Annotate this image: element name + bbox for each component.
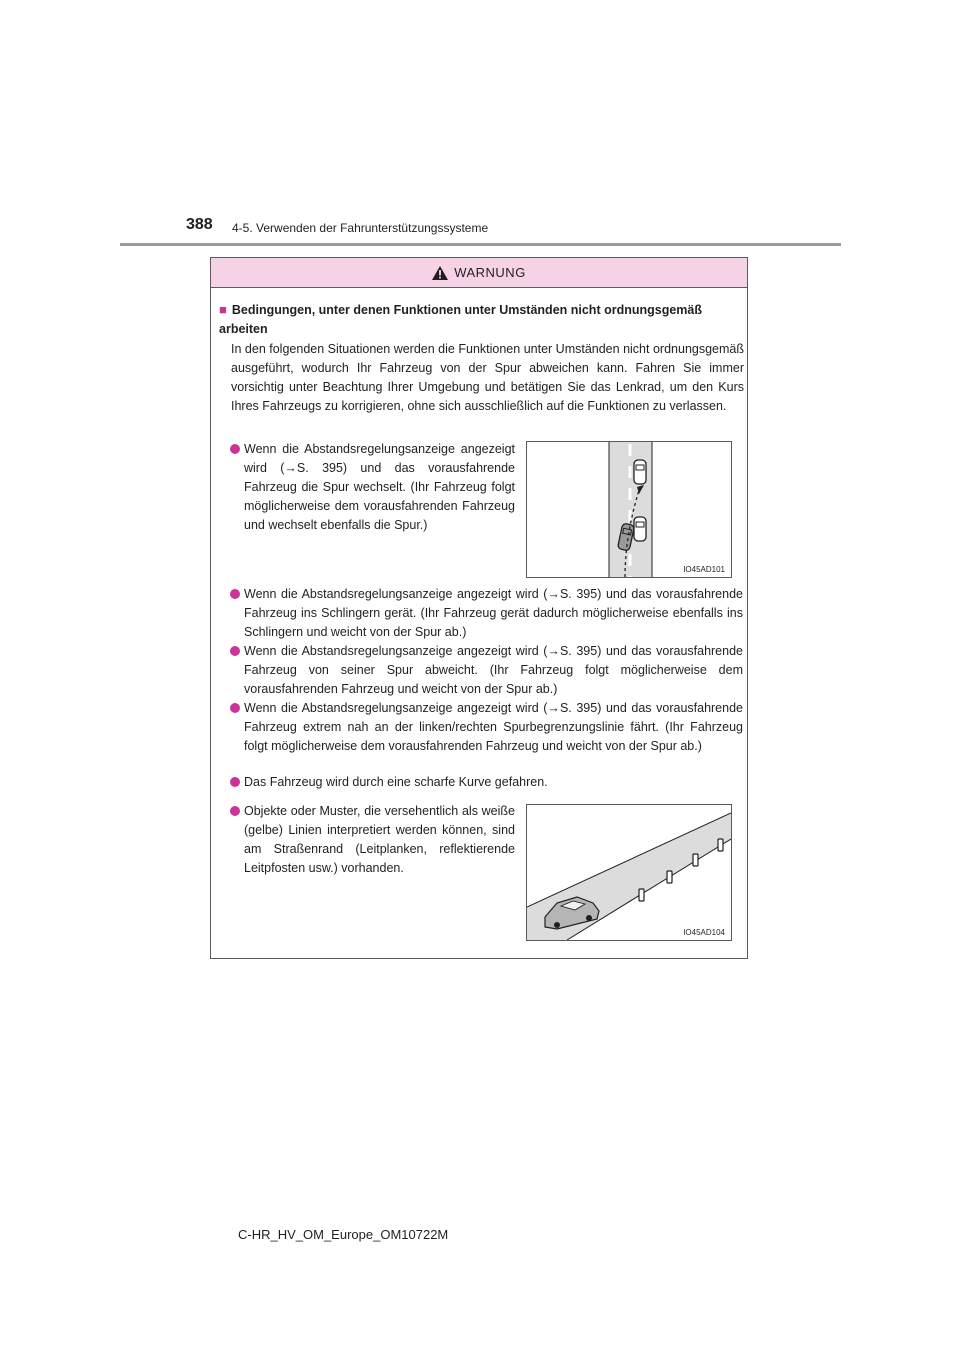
list-item-text: Wenn die Abstandsregelungsanzeige angezeigt wird (→S. 395) und das vorausfahrende Fahrzeug die Spur wechselt. (Ihr Fahrzeug folgt möglicherweise dem vorausfahrenden Fahrzeug und wechselt ebenfalls die Spur.) [244, 442, 515, 532]
following-car-icon [634, 517, 646, 541]
bullet-dot-icon [230, 703, 240, 713]
bullet-dot-icon [230, 444, 240, 454]
figure-lane-change [526, 441, 732, 578]
bullet-dot-icon [230, 806, 240, 816]
list-item-text: Wenn die Abstandsregelungsanzeige angezeigt wird (→S. 395) und das vorausfahrende Fahrzeug von seiner Spur abweicht. (Ihr Fahrzeug folgt möglicherweise dem vorausfahrenden Fahrzeug und weicht von der Spur ab.) [244, 644, 743, 696]
list-item-text: Wenn die Abstandsregelungsanzeige angezeigt wird (→S. 395) und das vorausfahrende Fahrzeug extrem nah an der linken/rechten Spurbegrenzungslinie fährt. (Ihr Fahrzeug folgt möglicherweise dem vorausfahrenden Fahrzeug und weicht von der Spur ab.) [244, 701, 743, 753]
footer-doc-code: C-HR_HV_OM_Europe_OM10722M [238, 1227, 449, 1242]
header-rule [120, 243, 841, 246]
bullet-dot-icon [230, 646, 240, 656]
list-item [244, 699, 743, 756]
warning-box [210, 257, 748, 959]
list-item-text: Objekte oder Muster, die versehentlich als weiße (gelbe) Linien interpretiert werden können, sind am Straßenrand (Leitplanken, reflektierende Leitpfosten usw.) vorhanden. [244, 804, 515, 875]
list-item [244, 585, 743, 642]
warning-heading-text: Bedingungen, unter denen Funktionen unter Umständen nicht ordnungsgemäß arbeiten [219, 303, 703, 336]
warning-intro: In den folgenden Situationen werden die Funktionen unter Umständen nicht ordnungsgemäß ausgeführt, wodurch Ihr Fahrzeug von der Spur abweichen kann. Fahren Sie immer vorsichtig unter Beachtung Ihrer Umgebung und betätigen Sie das Lenkrad, um den Kurs Ihres Fahrzeugs zu korrigieren, ohne sich ausschließlich auf die Funktionen zu verlassen. [231, 342, 744, 413]
figure-road-posts [526, 804, 732, 941]
bullet-dot-icon [230, 589, 240, 599]
list-item-text: Das Fahrzeug wird durch eine scharfe Kurve gefahren. [244, 775, 548, 789]
warning-heading [219, 300, 741, 339]
list-item [244, 642, 743, 699]
list-item [244, 802, 515, 878]
list-item-text: Wenn die Abstandsregelungsanzeige angezeigt wird (→S. 395) und das vorausfahrende Fahrzeug ins Schlingern gerät. (Ihr Fahrzeug gerät dadurch möglicherweise ebenfalls ins Schlingern und weicht von der Spur ab.) [244, 587, 743, 639]
page-number: 388 [186, 216, 213, 233]
warning-label: WARNUNG [454, 265, 526, 280]
road-posts-illustration [527, 805, 731, 940]
section-title: 4-5. Verwenden der Fahrunterstützungssysteme [232, 221, 489, 235]
figure-code: IO45AD101 [683, 565, 725, 574]
list-item [244, 773, 743, 792]
square-bullet-icon: ■ [219, 302, 227, 317]
bullet-dot-icon [230, 777, 240, 787]
figure-code: IO45AD104 [683, 928, 725, 937]
lane-change-illustration [527, 442, 731, 577]
list-item [244, 440, 515, 535]
preceding-car-icon [634, 460, 646, 484]
